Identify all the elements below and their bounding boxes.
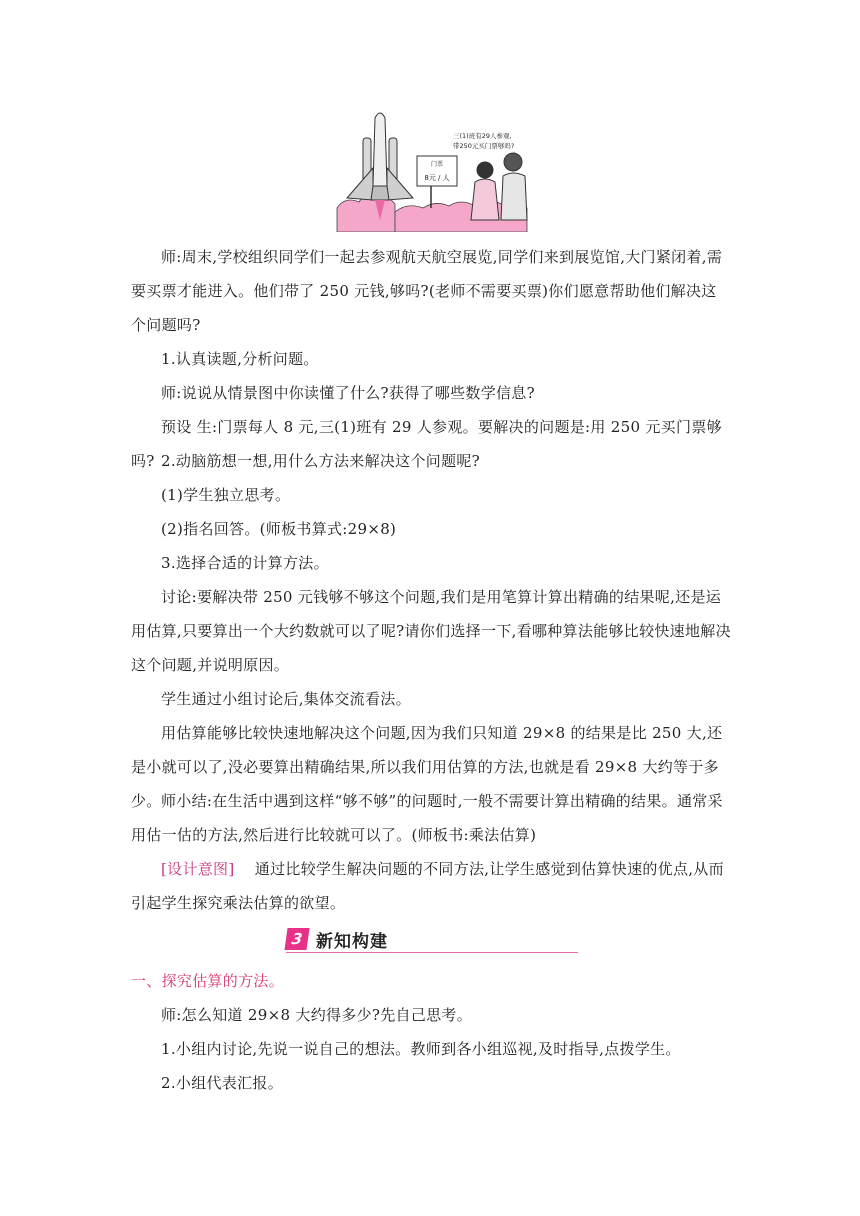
- paragraph-intro: 师:周末,学校组织同学们一起去参观航天航空展览,同学们来到展览馆,大门紧闭着,需要买票才能进入。他们带了 250 元钱,够吗?(老师不需要买票)你们愿意帮助他们解决这个问题吗?: [131, 248, 723, 334]
- paragraph-teacher-question: 师:说说从情景图中你读懂了什么?获得了哪些数学信息?: [161, 384, 535, 402]
- paragraph-preset-answer: 预设 生:门票每人 8 元,三(1)班有 29 人参观。要解决的问题是:用 250 元买门票够吗?: [131, 418, 722, 470]
- design-intent-text: 通过比较学生解决问题的不同方法,让学生感觉到估算快速的优点,从而引起学生探究乘法估算的欲望。: [131, 860, 724, 912]
- paragraph-estimation-reason: 用估算能够比较快速地解决这个问题,因为我们只知道 29×8 的结果是比 250 大,还是小就可以了,没必要算出精确结果,所以我们用估算的方法,也就是看 29×8 大约等于多少。: [131, 724, 723, 810]
- paragraph-group-discuss: 1.小组内讨论,先说一说自己的想法。教师到各小组巡视,及时指导,点拨学生。: [161, 1040, 681, 1058]
- section-header: [286, 926, 578, 953]
- scene-caption-line1: 三(1)班有29人参观,: [453, 132, 512, 140]
- sign-price: 8元 / 人: [424, 174, 450, 182]
- paragraph-teacher-think: 师:怎么知道 29×8 大约得多少?先自己思考。: [161, 1006, 473, 1024]
- paragraph-design-intent: [131, 852, 731, 920]
- paragraph-step2: 2.动脑筋想一想,用什么方法来解决这个问题呢?: [161, 452, 481, 470]
- paragraph-step1: 1.认真读题,分析问题。: [161, 350, 319, 368]
- section-title: 新知构建: [316, 932, 388, 952]
- section-number-badge: 3: [284, 928, 309, 950]
- paragraph-group-report: 2.小组代表汇报。: [161, 1074, 284, 1092]
- paragraph-group-exchange: 学生通过小组讨论后,集体交流看法。: [161, 690, 411, 708]
- paragraph-teacher-summary: 师小结:在生活中遇到这样“够不够”的问题时,一般不需要计算出精确的结果。通常采用估一估的方法,然后进行比较就可以了。(师板书:乘法估算): [131, 792, 723, 844]
- rocket-scene-illustration: [335, 108, 565, 232]
- paragraph-step2-1: (1)学生独立思考。: [161, 486, 291, 504]
- part-heading: 一、探究估算的方法。: [131, 972, 285, 990]
- paragraph-step3: 3.选择合适的计算方法。: [161, 554, 329, 572]
- paragraph-step2-2: (2)指名回答。(师板书算式:29×8): [161, 520, 397, 538]
- sign-title: 门票: [430, 161, 444, 168]
- paragraph-discussion: 讨论:要解决带 250 元钱够不够这个问题,我们是用笔算计算出精确的结果呢,还是运用估算,只要算出一个大约数就可以了呢?请你们选择一下,看哪种算法能够比较快速地解决这个问题,并说明原因。: [131, 588, 731, 674]
- design-intent-tag: [设计意图]: [161, 860, 235, 878]
- scene-caption-line2: 带250元买门票够吗?: [453, 142, 515, 150]
